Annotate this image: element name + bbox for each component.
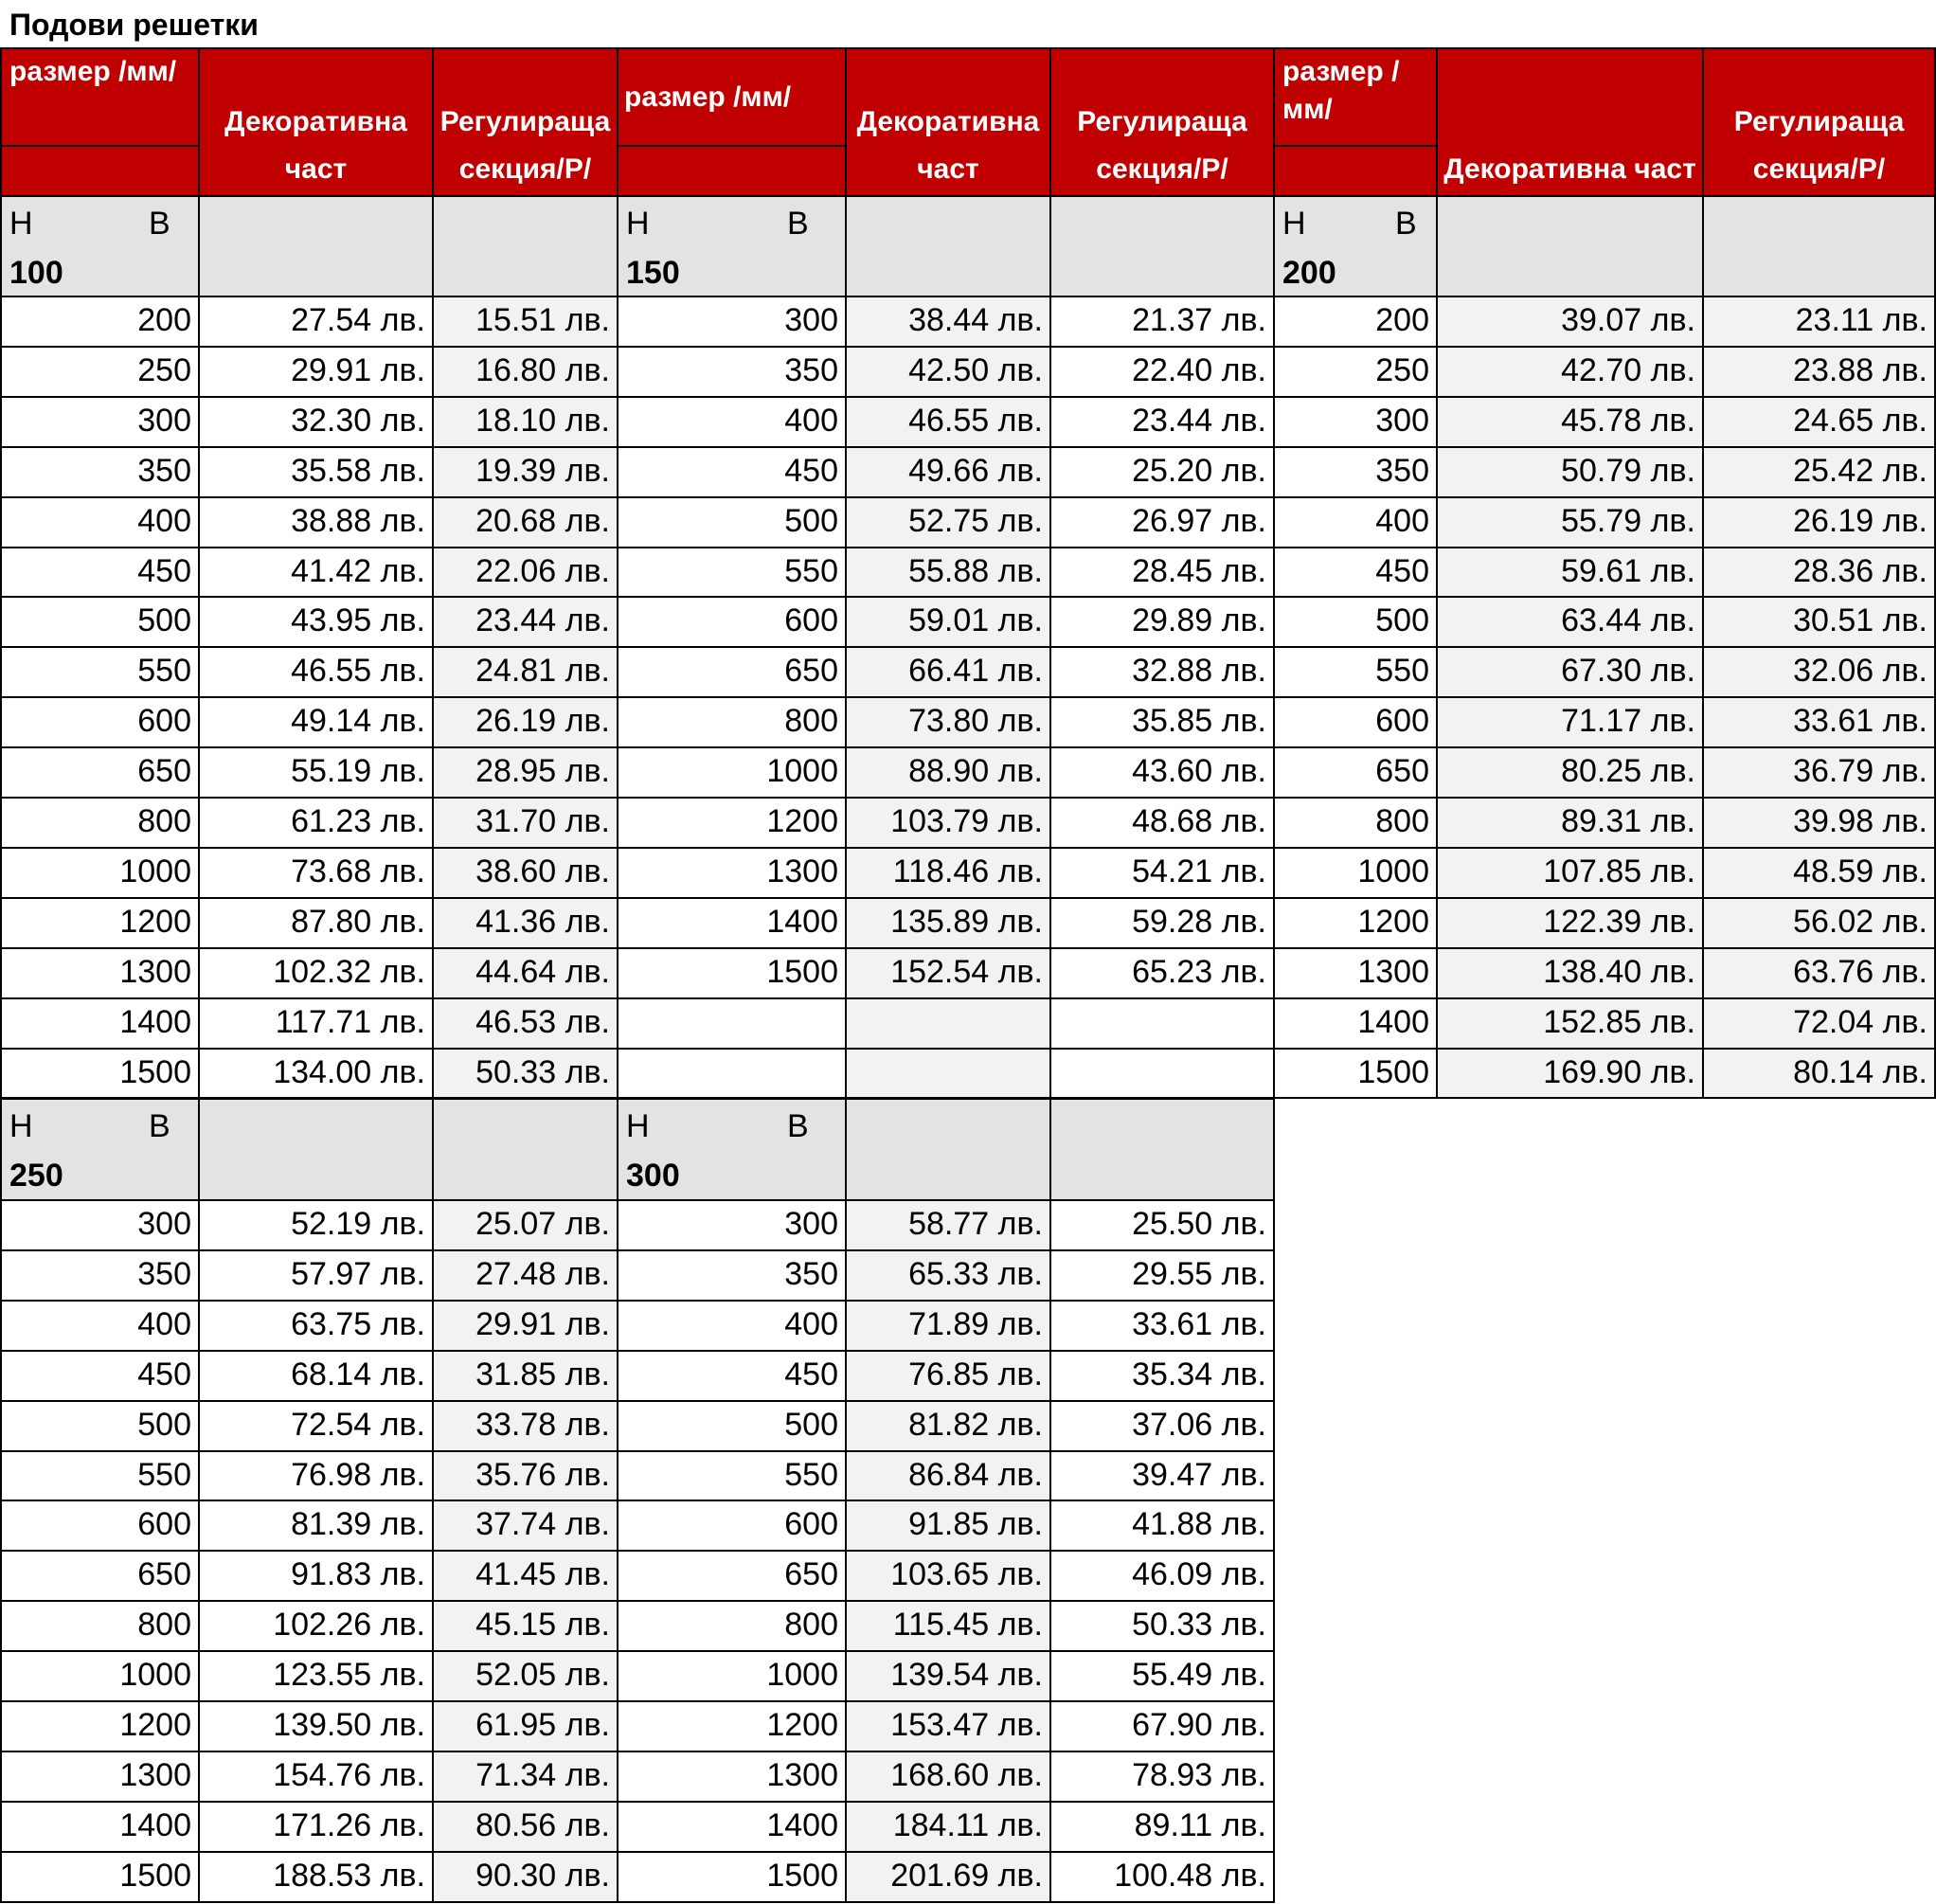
- group-header-decorative-blank: [845, 1098, 1051, 1201]
- header-size-blank-1: [617, 145, 847, 197]
- table-cell-regulating-price: 100.48 лв.: [1049, 1851, 1275, 1903]
- header-decorative-label: Декоративна част: [224, 106, 407, 185]
- table-cell-regulating-price: 59.28 лв.: [1049, 897, 1275, 949]
- table-cell-regulating-price: 18.10 лв.: [432, 396, 618, 448]
- table-cell-decorative-price: 188.53 лв.: [198, 1851, 434, 1903]
- table-cell-size: 250: [0, 346, 200, 398]
- group-header-decorative-blank: [198, 195, 434, 297]
- table-cell-regulating-price: 90.30 лв.: [432, 1851, 618, 1903]
- table-cell-regulating-price: 80.56 лв.: [432, 1801, 618, 1853]
- table-cell-regulating-price: 25.20 лв.: [1049, 446, 1275, 498]
- header-size-label: размер /мм/: [9, 56, 177, 87]
- table-cell-decorative-price: 91.85 лв.: [845, 1500, 1051, 1552]
- table-cell-regulating-price: 26.97 лв.: [1049, 496, 1275, 548]
- table-cell-decorative-price: 42.70 лв.: [1436, 346, 1704, 398]
- table-cell-decorative-price: 45.78 лв.: [1436, 396, 1704, 448]
- table-cell-size: 400: [617, 1300, 847, 1352]
- table-cell-regulating-price: 63.76 лв.: [1702, 947, 1936, 999]
- table-cell-size: 1300: [0, 947, 200, 999]
- table-cell-regulating-price: 29.91 лв.: [432, 1300, 618, 1352]
- header-decorative-1: [845, 47, 1051, 197]
- table-cell-size: 1200: [617, 1700, 847, 1752]
- table-cell-decorative-price: 71.17 лв.: [1436, 696, 1704, 748]
- group-label-h: Н: [626, 206, 650, 242]
- table-cell-regulating-price: 48.59 лв.: [1702, 847, 1936, 899]
- group-height: 200: [1282, 255, 1336, 291]
- table-cell-size: 800: [617, 696, 847, 748]
- table-cell-size: 600: [617, 1500, 847, 1552]
- table-cell-decorative-price: 32.30 лв.: [198, 396, 434, 448]
- table-cell-decorative-price: 152.54 лв.: [845, 947, 1051, 999]
- table-cell-decorative-price: 184.11 лв.: [845, 1801, 1051, 1853]
- table-cell-regulating-price: 25.42 лв.: [1702, 446, 1936, 498]
- table-cell-size: 1200: [1273, 897, 1438, 949]
- table-cell-decorative-price: 73.68 лв.: [198, 847, 434, 899]
- table-cell-size: 1500: [1273, 1048, 1438, 1099]
- table-cell-size: 1500: [0, 1851, 200, 1903]
- table-cell-regulating-price: 50.33 лв.: [1049, 1600, 1275, 1652]
- table-cell-regulating-price: 67.90 лв.: [1049, 1700, 1275, 1752]
- table-cell-decorative-price: 63.75 лв.: [198, 1300, 434, 1352]
- table-cell-regulating-price: 46.09 лв.: [1049, 1550, 1275, 1602]
- table-cell-size: 1300: [617, 1751, 847, 1803]
- table-cell-regulating-price: 26.19 лв.: [432, 696, 618, 748]
- header-regulating-1: [1049, 47, 1275, 197]
- table-cell-decorative-price: 59.61 лв.: [1436, 547, 1704, 598]
- table-cell-size: 350: [617, 1249, 847, 1302]
- table-cell-size: 1400: [0, 997, 200, 1050]
- group-header-300: [617, 1098, 847, 1201]
- table-cell-size: 1000: [617, 1650, 847, 1702]
- table-cell-regulating-price: 21.37 лв.: [1049, 296, 1275, 348]
- header-decorative-label: Декоративна част: [856, 106, 1040, 185]
- table-cell-size: 300: [1273, 396, 1438, 448]
- table-cell-decorative-price: 43.95 лв.: [198, 596, 434, 648]
- table-cell-decorative-price: 138.40 лв.: [1436, 947, 1704, 999]
- table-cell-size: 600: [0, 1500, 200, 1552]
- table-cell-size: 650: [0, 746, 200, 799]
- table-cell-size: 800: [617, 1600, 847, 1652]
- table-cell-regulating-price: 27.48 лв.: [432, 1249, 618, 1302]
- table-cell-regulating-price: 29.55 лв.: [1049, 1249, 1275, 1302]
- table-cell-decorative-price: 52.19 лв.: [198, 1199, 434, 1251]
- table-cell-regulating-price: 22.40 лв.: [1049, 346, 1275, 398]
- table-cell-regulating-price: 38.60 лв.: [432, 847, 618, 899]
- table-cell-size: 1000: [0, 847, 200, 899]
- group-height: 250: [9, 1158, 63, 1194]
- table-cell-regulating-price: 15.51 лв.: [432, 296, 618, 348]
- table-cell-decorative-price: 81.39 лв.: [198, 1500, 434, 1552]
- table-cell-regulating-price: 33.61 лв.: [1049, 1300, 1275, 1352]
- table-cell-decorative-price: 168.60 лв.: [845, 1751, 1051, 1803]
- table-cell-decorative-price: 73.80 лв.: [845, 696, 1051, 748]
- group-header-regulating-blank: [432, 1098, 618, 1201]
- header-size-label: размер /мм/: [1282, 56, 1400, 125]
- table-cell-regulating-price: 33.78 лв.: [432, 1400, 618, 1452]
- header-regulating-label: Регулираща секция/Р/: [1733, 106, 1905, 185]
- group-header-250: [0, 1098, 200, 1201]
- table-cell-size: 500: [1273, 596, 1438, 648]
- table-cell-decorative-price: 76.98 лв.: [198, 1450, 434, 1501]
- table-cell-decorative-price: 49.14 лв.: [198, 696, 434, 748]
- table-cell-regulating-price: 52.05 лв.: [432, 1650, 618, 1702]
- header-regulating-label: Регулираща секция/Р/: [1077, 106, 1247, 185]
- table-cell-size: 400: [0, 496, 200, 548]
- group-header-regulating-blank: [1049, 1098, 1275, 1201]
- header-size-0: [0, 47, 200, 147]
- table-cell-decorative-price: 117.71 лв.: [198, 997, 434, 1050]
- group-header-150: [617, 195, 847, 297]
- table-cell-decorative-price: 58.77 лв.: [845, 1199, 1051, 1251]
- table-cell-size: 1500: [0, 1048, 200, 1099]
- table-cell-regulating-price: 56.02 лв.: [1702, 897, 1936, 949]
- table-cell-size: 1300: [0, 1751, 200, 1803]
- table-cell-decorative-price: 46.55 лв.: [845, 396, 1051, 448]
- table-cell-size: 650: [617, 646, 847, 698]
- table-cell-regulating-price: 89.11 лв.: [1049, 1801, 1275, 1853]
- group-header-regulating-blank: [1702, 195, 1936, 297]
- table-cell-size: 1200: [0, 897, 200, 949]
- table-cell-decorative-price: 42.50 лв.: [845, 346, 1051, 398]
- table-cell-size: 550: [0, 1450, 200, 1501]
- table-cell-size: 400: [0, 1300, 200, 1352]
- table-cell-size: 1000: [1273, 847, 1438, 899]
- table-cell-size: 1000: [617, 746, 847, 799]
- header-regulating-0: [432, 47, 618, 197]
- table-cell-decorative-price: 39.07 лв.: [1436, 296, 1704, 348]
- table-cell-decorative-price: 123.55 лв.: [198, 1650, 434, 1702]
- header-size-2: [1273, 47, 1438, 147]
- table-cell-decorative-price: 88.90 лв.: [845, 746, 1051, 799]
- table-cell-decorative-price: 71.89 лв.: [845, 1300, 1051, 1352]
- table-cell-regulating-price: 37.06 лв.: [1049, 1400, 1275, 1452]
- table-cell-regulating-price: [1049, 997, 1275, 1050]
- table-cell-regulating-price: 32.88 лв.: [1049, 646, 1275, 698]
- table-cell-decorative-price: 201.69 лв.: [845, 1851, 1051, 1903]
- table-cell-decorative-price: 61.23 лв.: [198, 797, 434, 849]
- table-cell-decorative-price: 107.85 лв.: [1436, 847, 1704, 899]
- table-cell-decorative-price: 63.44 лв.: [1436, 596, 1704, 648]
- table-cell-decorative-price: 86.84 лв.: [845, 1450, 1051, 1501]
- table-cell-regulating-price: 22.06 лв.: [432, 547, 618, 598]
- table-cell-size: 1400: [617, 1801, 847, 1853]
- group-height: 150: [626, 255, 680, 291]
- table-cell-size: 650: [1273, 746, 1438, 799]
- table-cell-size: 600: [0, 696, 200, 748]
- table-cell-size: 500: [617, 496, 847, 548]
- table-cell-size: 500: [0, 596, 200, 648]
- table-cell-decorative-price: 135.89 лв.: [845, 897, 1051, 949]
- table-cell-size: 300: [617, 296, 847, 348]
- header-size-blank-0: [0, 145, 200, 197]
- table-cell-decorative-price: 122.39 лв.: [1436, 897, 1704, 949]
- table-cell-size: 1000: [0, 1650, 200, 1702]
- table-cell-regulating-price: 71.34 лв.: [432, 1751, 618, 1803]
- table-cell-size: 1400: [617, 897, 847, 949]
- header-regulating-2: [1702, 47, 1936, 197]
- table-cell-regulating-price: 29.89 лв.: [1049, 596, 1275, 648]
- table-cell-decorative-price: 49.66 лв.: [845, 446, 1051, 498]
- table-cell-size: 400: [1273, 496, 1438, 548]
- table-cell-decorative-price: 102.32 лв.: [198, 947, 434, 999]
- table-cell-regulating-price: 23.44 лв.: [1049, 396, 1275, 448]
- table-cell-size: 550: [1273, 646, 1438, 698]
- table-cell-size: 300: [0, 396, 200, 448]
- group-label-b: В: [787, 1108, 809, 1144]
- table-cell-decorative-price: [845, 997, 1051, 1050]
- table-cell-regulating-price: 30.51 лв.: [1702, 596, 1936, 648]
- group-label-b: В: [149, 1108, 170, 1144]
- group-header-regulating-blank: [432, 195, 618, 297]
- table-cell-size: 200: [1273, 296, 1438, 348]
- table-cell-decorative-price: 87.80 лв.: [198, 897, 434, 949]
- table-cell-decorative-price: 59.01 лв.: [845, 596, 1051, 648]
- table-cell-regulating-price: 39.47 лв.: [1049, 1450, 1275, 1501]
- table-cell-size: 1400: [1273, 997, 1438, 1050]
- table-cell-regulating-price: 19.39 лв.: [432, 446, 618, 498]
- table-cell-regulating-price: 31.85 лв.: [432, 1350, 618, 1402]
- group-header-decorative-blank: [1436, 195, 1704, 297]
- table-cell-regulating-price: 65.23 лв.: [1049, 947, 1275, 999]
- table-cell-regulating-price: 20.68 лв.: [432, 496, 618, 548]
- group-label-h: Н: [9, 206, 33, 242]
- group-height: 300: [626, 1158, 680, 1194]
- table-cell-regulating-price: 28.95 лв.: [432, 746, 618, 799]
- table-cell-regulating-price: 78.93 лв.: [1049, 1751, 1275, 1803]
- table-cell-size: 1200: [617, 797, 847, 849]
- table-cell-regulating-price: 46.53 лв.: [432, 997, 618, 1050]
- table-cell-size: 800: [0, 1600, 200, 1652]
- table-cell-size: [617, 997, 847, 1050]
- table-cell-size: 600: [1273, 696, 1438, 748]
- table-cell-regulating-price: 41.45 лв.: [432, 1550, 618, 1602]
- table-cell-size: 450: [0, 1350, 200, 1402]
- table-cell-decorative-price: 171.26 лв.: [198, 1801, 434, 1853]
- group-label-h: Н: [1282, 206, 1306, 242]
- group-label-b: В: [787, 206, 809, 242]
- table-cell-size: 1300: [1273, 947, 1438, 999]
- table-cell-decorative-price: 91.83 лв.: [198, 1550, 434, 1602]
- table-cell-decorative-price: 52.75 лв.: [845, 496, 1051, 548]
- table-cell-regulating-price: 45.15 лв.: [432, 1600, 618, 1652]
- table-cell-decorative-price: 152.85 лв.: [1436, 997, 1704, 1050]
- table-cell-size: 300: [0, 1199, 200, 1251]
- table-cell-regulating-price: 25.50 лв.: [1049, 1199, 1275, 1251]
- table-cell-regulating-price: 36.79 лв.: [1702, 746, 1936, 799]
- group-header-100: [0, 195, 200, 297]
- table-cell-decorative-price: 154.76 лв.: [198, 1751, 434, 1803]
- table-cell-size: 450: [1273, 547, 1438, 598]
- table-cell-regulating-price: 26.19 лв.: [1702, 496, 1936, 548]
- table-cell-size: 400: [617, 396, 847, 448]
- table-cell-size: 800: [1273, 797, 1438, 849]
- table-cell-size: 1400: [0, 1801, 200, 1853]
- table-cell-decorative-price: 139.54 лв.: [845, 1650, 1051, 1702]
- table-cell-size: 300: [617, 1199, 847, 1251]
- table-cell-regulating-price: 50.33 лв.: [432, 1048, 618, 1099]
- table-cell-size: 650: [0, 1550, 200, 1602]
- table-cell-decorative-price: 139.50 лв.: [198, 1700, 434, 1752]
- table-cell-decorative-price: 55.79 лв.: [1436, 496, 1704, 548]
- table-cell-decorative-price: 81.82 лв.: [845, 1400, 1051, 1452]
- group-label-b: В: [149, 206, 170, 242]
- table-cell-regulating-price: 23.44 лв.: [432, 596, 618, 648]
- table-cell-size: 450: [0, 547, 200, 598]
- header-regulating-label: Регулираща секция/Р/: [439, 106, 611, 185]
- table-cell-size: 350: [0, 1249, 200, 1302]
- table-cell-decorative-price: 153.47 лв.: [845, 1700, 1051, 1752]
- table-cell-regulating-price: 16.80 лв.: [432, 346, 618, 398]
- table-cell-decorative-price: 89.31 лв.: [1436, 797, 1704, 849]
- group-label-h: Н: [626, 1108, 650, 1144]
- table-cell-regulating-price: 31.70 лв.: [432, 797, 618, 849]
- header-size-1: [617, 47, 847, 147]
- table-cell-size: 450: [617, 446, 847, 498]
- table-cell-decorative-price: 50.79 лв.: [1436, 446, 1704, 498]
- table-cell-size: 600: [617, 596, 847, 648]
- table-cell-decorative-price: 65.33 лв.: [845, 1249, 1051, 1302]
- table-cell-regulating-price: 24.65 лв.: [1702, 396, 1936, 448]
- table-cell-size: 450: [617, 1350, 847, 1402]
- table-cell-decorative-price: 76.85 лв.: [845, 1350, 1051, 1402]
- table-cell-regulating-price: 24.81 лв.: [432, 646, 618, 698]
- group-header-200: [1273, 195, 1438, 297]
- table-cell-regulating-price: 35.85 лв.: [1049, 696, 1275, 748]
- table-cell-regulating-price: 41.88 лв.: [1049, 1500, 1275, 1552]
- table-cell-regulating-price: 44.64 лв.: [432, 947, 618, 999]
- table-cell-decorative-price: 103.65 лв.: [845, 1550, 1051, 1602]
- table-cell-regulating-price: 25.07 лв.: [432, 1199, 618, 1251]
- table-cell-regulating-price: 37.74 лв.: [432, 1500, 618, 1552]
- table-cell-decorative-price: 72.54 лв.: [198, 1400, 434, 1452]
- table-cell-decorative-price: 102.26 лв.: [198, 1600, 434, 1652]
- table-cell-size: 550: [0, 646, 200, 698]
- table-cell-regulating-price: 23.88 лв.: [1702, 346, 1936, 398]
- table-cell-decorative-price: 46.55 лв.: [198, 646, 434, 698]
- table-cell-regulating-price: 28.45 лв.: [1049, 547, 1275, 598]
- header-decorative-0: [198, 47, 434, 197]
- table-cell-size: 350: [0, 446, 200, 498]
- table-cell-decorative-price: 66.41 лв.: [845, 646, 1051, 698]
- header-size-blank-2: [1273, 145, 1438, 197]
- table-cell-decorative-price: 55.19 лв.: [198, 746, 434, 799]
- table-cell-regulating-price: 35.76 лв.: [432, 1450, 618, 1501]
- table-cell-size: 800: [0, 797, 200, 849]
- table-cell-regulating-price: 72.04 лв.: [1702, 997, 1936, 1050]
- table-cell-size: 200: [0, 296, 200, 348]
- table-cell-decorative-price: [845, 1048, 1051, 1099]
- table-cell-size: 250: [1273, 346, 1438, 398]
- table-cell-decorative-price: 80.25 лв.: [1436, 746, 1704, 799]
- table-cell-size: 650: [617, 1550, 847, 1602]
- table-cell-decorative-price: 118.46 лв.: [845, 847, 1051, 899]
- header-decorative-2: [1436, 47, 1704, 197]
- table-cell-regulating-price: 54.21 лв.: [1049, 847, 1275, 899]
- header-size-label: размер /мм/: [624, 81, 792, 113]
- group-header-regulating-blank: [1049, 195, 1275, 297]
- table-cell-size: 550: [617, 547, 847, 598]
- table-cell-decorative-price: 41.42 лв.: [198, 547, 434, 598]
- table-cell-size: 1500: [617, 1851, 847, 1903]
- group-height: 100: [9, 255, 63, 291]
- table-cell-regulating-price: 55.49 лв.: [1049, 1650, 1275, 1702]
- table-cell-decorative-price: 35.58 лв.: [198, 446, 434, 498]
- table-cell-decorative-price: 29.91 лв.: [198, 346, 434, 398]
- table-cell-size: 1500: [617, 947, 847, 999]
- table-cell-regulating-price: 32.06 лв.: [1702, 646, 1936, 698]
- table-cell-decorative-price: 169.90 лв.: [1436, 1048, 1704, 1099]
- table-cell-decorative-price: 103.79 лв.: [845, 797, 1051, 849]
- table-cell-decorative-price: 27.54 лв.: [198, 296, 434, 348]
- table-cell-regulating-price: 23.11 лв.: [1702, 296, 1936, 348]
- table-cell-size: [617, 1048, 847, 1099]
- table-cell-decorative-price: 115.45 лв.: [845, 1600, 1051, 1652]
- table-cell-regulating-price: 28.36 лв.: [1702, 547, 1936, 598]
- table-cell-regulating-price: 33.61 лв.: [1702, 696, 1936, 748]
- page-title: Подови решетки: [9, 8, 259, 42]
- table-cell-regulating-price: 41.36 лв.: [432, 897, 618, 949]
- table-cell-regulating-price: 39.98 лв.: [1702, 797, 1936, 849]
- table-cell-regulating-price: 35.34 лв.: [1049, 1350, 1275, 1402]
- table-cell-size: 350: [1273, 446, 1438, 498]
- header-decorative-label: Декоративна част: [1443, 153, 1696, 185]
- table-cell-regulating-price: 43.60 лв.: [1049, 746, 1275, 799]
- table-cell-decorative-price: 38.88 лв.: [198, 496, 434, 548]
- table-cell-decorative-price: 134.00 лв.: [198, 1048, 434, 1099]
- group-header-decorative-blank: [198, 1098, 434, 1201]
- table-cell-size: 1200: [0, 1700, 200, 1752]
- group-label-h: Н: [9, 1108, 33, 1144]
- group-label-b: В: [1395, 206, 1417, 242]
- table-cell-regulating-price: 48.68 лв.: [1049, 797, 1275, 849]
- table-cell-size: 500: [617, 1400, 847, 1452]
- table-cell-decorative-price: 55.88 лв.: [845, 547, 1051, 598]
- table-cell-decorative-price: 68.14 лв.: [198, 1350, 434, 1402]
- table-cell-size: 500: [0, 1400, 200, 1452]
- table-cell-size: 1300: [617, 847, 847, 899]
- table-cell-regulating-price: 80.14 лв.: [1702, 1048, 1936, 1099]
- table-cell-size: 550: [617, 1450, 847, 1501]
- table-cell-size: 350: [617, 346, 847, 398]
- table-cell-regulating-price: 61.95 лв.: [432, 1700, 618, 1752]
- table-cell-regulating-price: [1049, 1048, 1275, 1099]
- table-cell-decorative-price: 38.44 лв.: [845, 296, 1051, 348]
- table-cell-decorative-price: 67.30 лв.: [1436, 646, 1704, 698]
- group-header-decorative-blank: [845, 195, 1051, 297]
- table-cell-decorative-price: 57.97 лв.: [198, 1249, 434, 1302]
